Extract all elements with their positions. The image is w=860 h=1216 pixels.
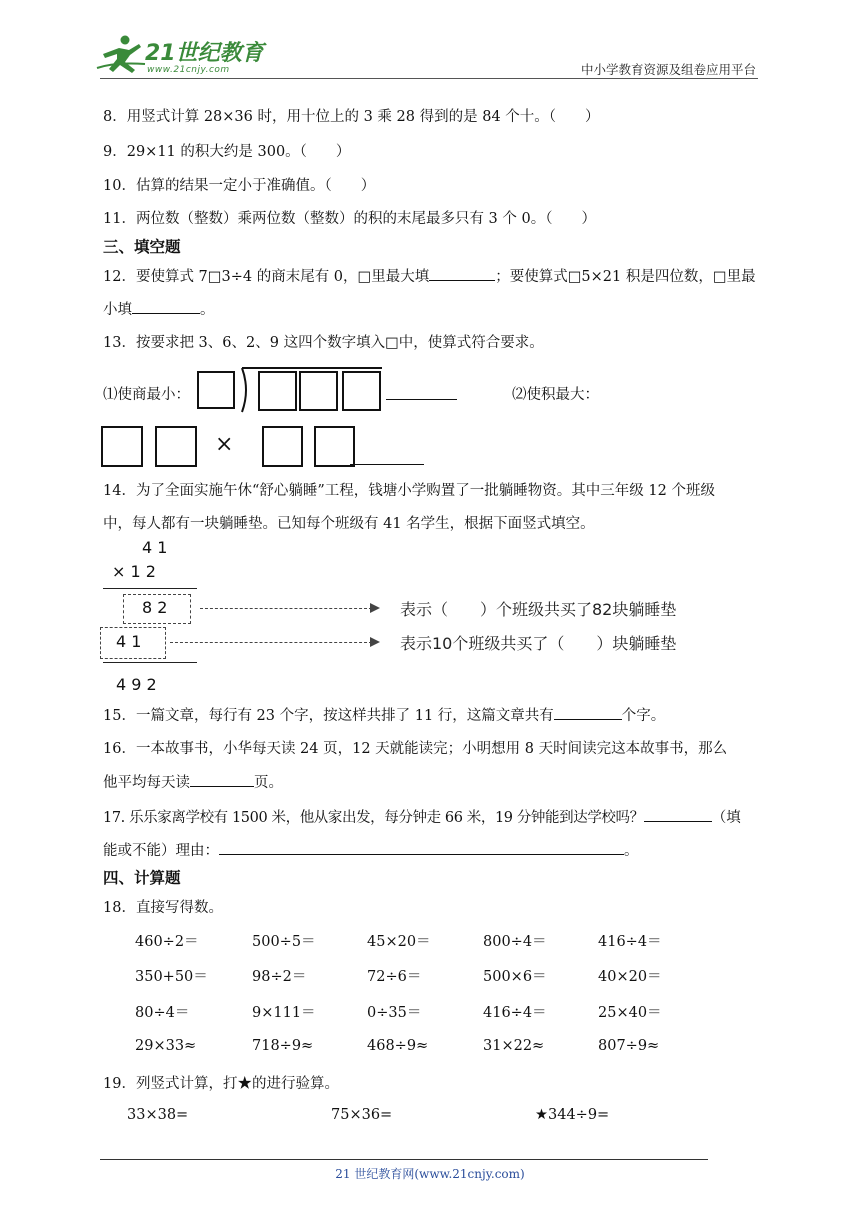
calc-item: 0÷35＝	[367, 1005, 422, 1021]
calc-item: 807÷9≈	[598, 1038, 660, 1054]
runner-logo-icon	[95, 34, 147, 76]
q17-answer-blank-1[interactable]	[644, 807, 712, 822]
written-calc-item: 33×38=	[127, 1107, 189, 1123]
q12-text-d: 。	[200, 302, 215, 318]
arrow-1-head-icon	[370, 603, 380, 613]
q13-factor-box-1[interactable]	[101, 426, 143, 467]
calc-item: 500×6＝	[483, 969, 547, 985]
logo-url: www.21cnjy.com	[147, 65, 230, 75]
arrow-2-head-icon	[370, 637, 380, 647]
question-14: 14．为了全面实施午休“舒心躺睡”工程，钱塘小学购置了一批躺睡物资。其中三年级 12 个班级	[103, 483, 715, 499]
question-8: 8．用竖式计算 28×36 时，用十位上的 3 乘 28 得到的是 84 个十。（ ）	[103, 109, 600, 125]
q12-text-b: ；要使算式□5×21 积是四位数，□里最	[495, 269, 756, 285]
note-partial-1: 表示（ ）个班级共买了82块躺睡垫	[400, 600, 677, 619]
question-18: 18．直接写得数。	[103, 900, 223, 916]
q15-text-a: 15．一篇文章，每行有 23 个字，按这样共排了 11 行，这篇文章共有	[103, 708, 554, 724]
q15-text-b: 个字。	[621, 708, 666, 724]
calc-item: 500÷5＝	[252, 934, 316, 950]
q17-text-a: 17. 乐乐家离学校有 1500 米，他从家出发，每分钟走 66 米，19 分钟能到达学校吗？	[103, 810, 644, 826]
arrow-2-line	[170, 642, 372, 643]
calc-item: 9×111＝	[252, 1005, 316, 1021]
calc-item: 468÷9≈	[367, 1038, 429, 1054]
q12-text-a: 12．要使算式 7□3÷4 的商末尾有 0，□里最大填	[103, 269, 430, 285]
q12-text-c: 小填	[103, 302, 132, 318]
question-16-cont	[103, 771, 283, 792]
question-10: 10．估算的结果一定小于准确值。（ ）	[103, 178, 376, 194]
question-17	[103, 806, 741, 827]
q13-part2-label: ⑵使积最大：	[512, 387, 599, 403]
section-heading-fill-in: 三、填空题	[103, 238, 181, 256]
q12-answer-blank-2[interactable]	[132, 299, 200, 314]
header-rule	[100, 78, 758, 79]
calc-item: 416÷4＝	[598, 934, 662, 950]
calc-item: 45×20＝	[367, 934, 431, 950]
calc-item: 80÷4＝	[135, 1005, 190, 1021]
calc-item: 800÷4＝	[483, 934, 547, 950]
q17-text-c: 能或不能）理由：	[103, 843, 219, 859]
q13-part1-label: ⑴使商最小：	[103, 387, 190, 403]
q13-factor-box-2[interactable]	[155, 426, 197, 467]
calc-item: 29×33≈	[135, 1038, 197, 1054]
footer-text: 21 世纪教育网(www.21cnjy.com)	[335, 1167, 525, 1181]
question-12	[103, 265, 756, 286]
calc-item: 460÷2＝	[135, 934, 199, 950]
q12-answer-blank-1[interactable]	[429, 266, 495, 281]
written-calc-item: 75×36=	[331, 1107, 393, 1123]
q13-factor-box-4[interactable]	[314, 426, 355, 467]
q16-text-b: 他平均每天读	[103, 775, 190, 791]
calc-item: 416÷4＝	[483, 1005, 547, 1021]
vert-row-multiplier: × 1 2	[112, 562, 156, 581]
q17-text-b: （填	[711, 810, 741, 826]
section-heading-calculation: 四、计算题	[103, 869, 181, 887]
vert-row-multiplicand: 4 1	[142, 538, 168, 557]
q13-times-sign: ×	[215, 432, 234, 457]
vert-rule-2	[103, 662, 197, 663]
arrow-1-line	[200, 608, 372, 609]
header-right-text: 中小学教育资源及组卷应用平台	[580, 62, 756, 77]
q16-text-c: 页。	[254, 775, 283, 791]
question-12-cont	[103, 298, 215, 319]
footer-rule	[100, 1159, 708, 1160]
q13-dividend-box-1[interactable]	[258, 371, 297, 411]
question-13: 13．按要求把 3、6、2、9 这四个数字填入□中，使算式符合要求。	[103, 335, 544, 351]
calc-item: 25×40＝	[598, 1005, 662, 1021]
question-16: 16．一本故事书，小华每天读 24 页，12 天就能读完；小明想用 8 天时间读完这本故事书，那么	[103, 741, 728, 757]
calc-item: 350+50＝	[135, 969, 208, 985]
q13-factor-box-3[interactable]	[262, 426, 303, 467]
calc-item: 72÷6＝	[367, 969, 422, 985]
q13-dividend-box-2[interactable]	[299, 371, 338, 411]
vertical-multiplication	[100, 536, 677, 696]
calc-item: 40×20＝	[598, 969, 662, 985]
question-14-cont: 中，每人都有一块躺睡垫。已知每个班级有 41 名学生，根据下面竖式填空。	[103, 516, 595, 532]
question-11: 11．两位数（整数）乘两位数（整数）的积的末尾最多只有 3 个 0。（ ）	[103, 211, 596, 227]
vert-partial-product-2: 4 1	[116, 632, 142, 651]
q13-dividend-box-3[interactable]	[342, 371, 381, 411]
question-9: 9．29×11 的积大约是 300。（ ）	[103, 144, 351, 160]
vert-partial-product-1: 8 2	[142, 598, 168, 617]
calc-item: 718÷9≈	[252, 1038, 314, 1054]
calc-item: 31×22≈	[483, 1038, 545, 1054]
q13-part2-answer-line[interactable]	[350, 464, 424, 465]
question-15	[103, 704, 665, 725]
logo	[95, 34, 265, 79]
q15-answer-blank[interactable]	[554, 705, 622, 720]
question-19: 19．列竖式计算，打★的进行验算。	[103, 1076, 339, 1092]
q13-part1-answer-line[interactable]	[386, 399, 457, 400]
q16-answer-blank[interactable]	[190, 772, 254, 787]
calc-item: 98÷2＝	[252, 969, 307, 985]
written-calc-item-verify: ★344÷9=	[535, 1107, 610, 1123]
vert-row-product: 4 9 2	[116, 675, 157, 694]
q17-text-d: 。	[624, 843, 639, 859]
vert-rule-1	[103, 588, 197, 589]
note-partial-2: 表示10个班级共买了（ ）块躺睡垫	[400, 634, 677, 653]
q13-divisor-box[interactable]	[197, 371, 235, 409]
logo-text: 21世纪教育	[145, 41, 264, 66]
question-17-cont	[103, 839, 639, 860]
q17-reason-blank[interactable]	[219, 840, 624, 855]
